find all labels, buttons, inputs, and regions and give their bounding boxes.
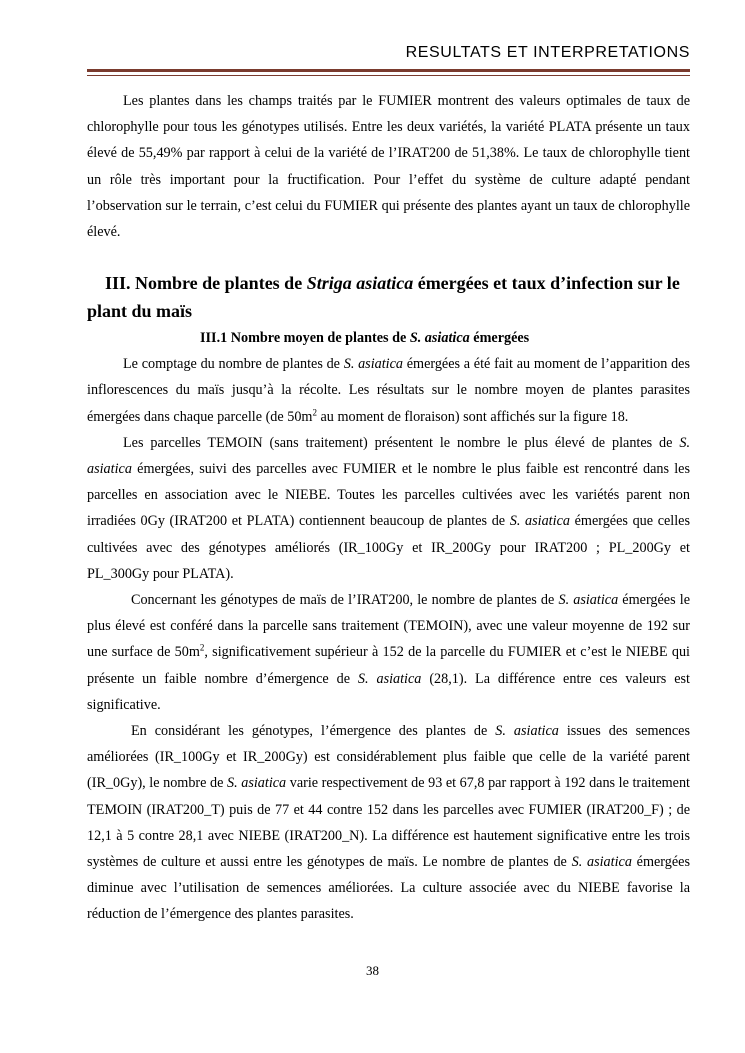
paragraph-chlorophyll: Les plantes dans les champs traités par le FUMIER montrent des valeurs optimales de taux de chlorophylle pour tous les génotypes utilisés. Entre les deux variétés, la variété PLATA présente un taux élevé de 55,49% par rapport à celui de la variété de l’IRAT200 de 51,38%. Le taux de chlorophylle tient un rôle très important pour la fructification. Pour l’effet du système de culture adapté pendant l’observation sur le terrain, c’est celui du FUMIER qui présente des plantes ayant un taux de chlorophylle élevé.	[87, 93, 690, 241]
spacer	[87, 245, 690, 269]
paragraph-comptage: Le comptage du nombre de plantes de S. asiatica émergées a été fait au moment de l’apparition des inflorescences du maïs jusqu’à la récolte. Les résultats sur le nombre moyen de plantes parasites émergées dans chaque parcelle (de $50m^2$ au moment de floraison) sont affichés sur la figure 18.	[87, 356, 690, 425]
running-header: RESULTATS ET INTERPRETATIONS	[405, 44, 690, 61]
page-body	[87, 88, 690, 928]
paragraph-genotypes-irat200: Concernant les génotypes de maïs de l’IRAT200, le nombre de plantes de S. asiatica émergées le plus élevé est conféré dans la parcelle sans traitement (TEMOIN), avec une valeur moyenne de 192 sur une surface de $50m^2$, significativement supérieur à 152 de la parcelle du FUMIER et c’est le NIEBE qui présente un faible nombre d’émergence de S. asiatica (28,1). La différence entre ces valeurs est significative.	[87, 592, 690, 713]
section-heading-iii: III. Nombre de plantes de Striga asiatica émergées et taux d’infection sur le plant du maïs	[87, 273, 680, 322]
paragraph-parcelles-temoin: Les parcelles TEMOIN (sans traitement) présentent le nombre le plus élevé de plantes de S. asiatica émergées, suivi des parcelles avec FUMIER et le nombre le plus faible est rencontré dans les parcelles en association avec le NIEBE. Toutes les parcelles cultivées avec les variétés parent non irradiées 0Gy (IRAT200 et PLATA) contiennent beaucoup de plantes de S. asiatica émergées que celles cultivées avec des génotypes améliorés (IR_100Gy et IR_200Gy pour IRAT200 ; PL_200Gy et PL_300Gy pour PLATA).	[87, 434, 690, 582]
paragraph-considerant-genotypes: En considérant les génotypes, l’émergence des plantes de S. asiatica issues des semences améliorées (IR_100Gy et IR_200Gy) est considérablement plus faible que celle de la variété parent (IR_0Gy), le nombre de S. asiatica varie respectivement de 93 et 67,8 par rapport à 192 dans le traitement TEMOIN (IRAT200_T) puis de 77 et 44 contre 152 dans les parcelles avec FUMIER (IRAT200_F) ; de 12,1 à 5 contre 28,1 avec NIEBE (IRAT200_N). La différence est hautement significative entre les trois systèmes de culture et aussi entre les génotypes de maïs. Le nombre de plantes de S. asiatica émergées diminue avec l’utilisation de semences améliorées. La culture associée avec du NIEBE favorise la réduction de l’émergence des plantes parasites.	[87, 723, 690, 923]
header-rule-thin	[87, 75, 690, 76]
subsection-heading-iii-1: III.1 Nombre moyen de plantes de S. asiatica émergées	[200, 330, 530, 347]
header-rule-thick	[87, 69, 690, 72]
page-number: 38	[366, 963, 379, 978]
